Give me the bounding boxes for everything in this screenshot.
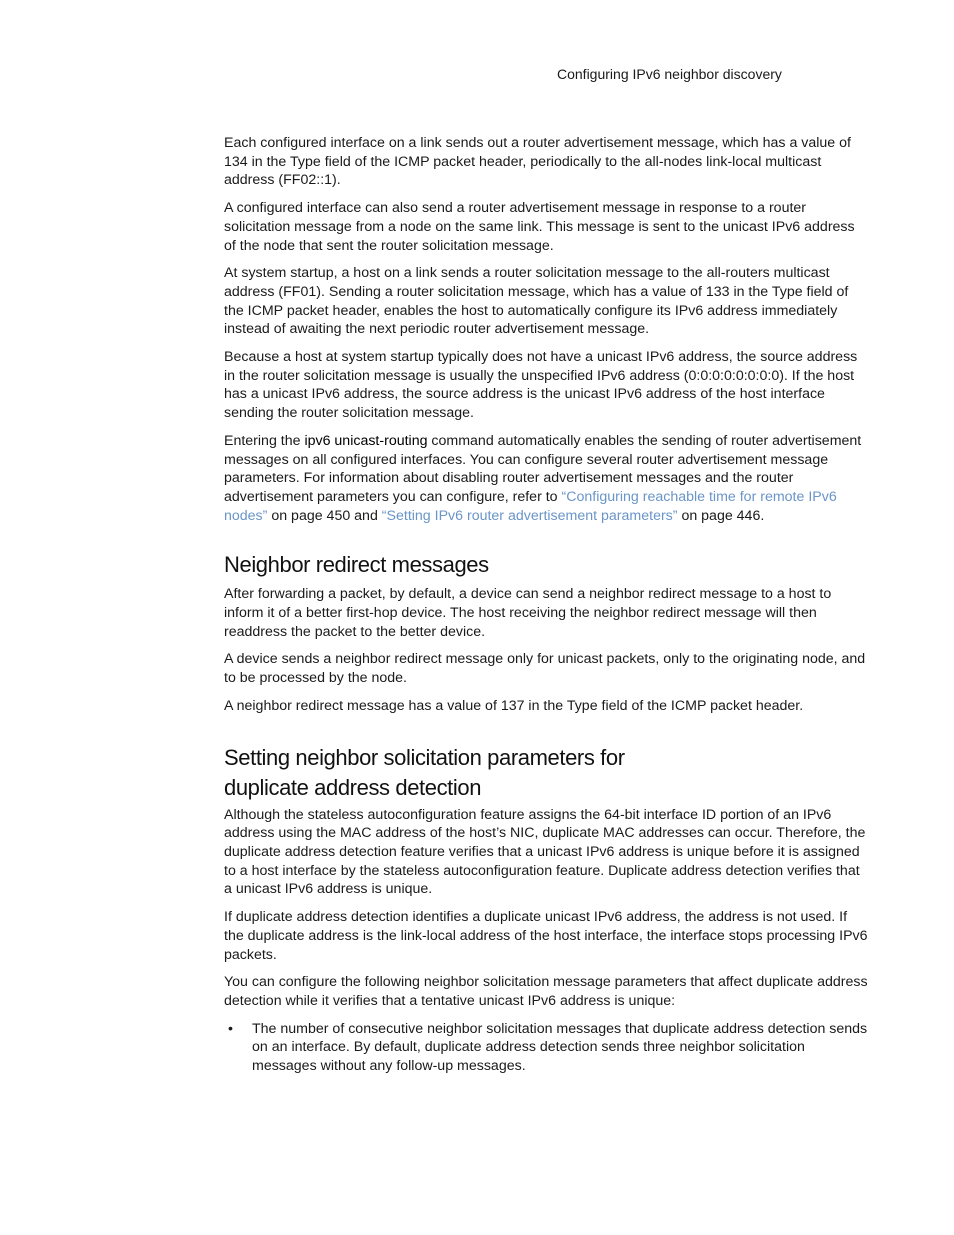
paragraph: A configured interface can also send a router advertisement message in response to a router solicitation message from a node on the same link. This message is sent to the unicast IPv6 address of the node that sent the router solicitation message.: [224, 200, 855, 254]
bullet-item: [224, 1020, 869, 1076]
running-header: Configuring IPv6 neighbor discovery: [557, 66, 782, 82]
bullet-text: The number of consecutive neighbor solicitation messages that duplicate address detection sends on an interface. By default, duplicate address detection sends three neighbor solicitation messages without any follow-up messages.: [252, 1020, 868, 1075]
cross-reference-link-reachable-time[interactable]: “Configuring reachable time for remote IPv6 nodes”: [224, 488, 837, 524]
heading-line: duplicate address detection: [224, 774, 482, 800]
bullet-icon: •: [228, 1020, 233, 1037]
paragraph: Although the stateless autoconfiguration feature assigns the 64-bit interface ID portion of an IPv6 address using the MAC address of the host’s NIC, duplicate MAC addresses can occur. Therefore, the duplicate address detection feature verifies that a unicast IPv6 address is unique before it is assigned to a host interface by the stateless autoconfiguration feature. Duplicate address detection verifies that a unicast IPv6 address is unique.: [224, 806, 866, 898]
paragraph: A device sends a neighbor redirect message only for unicast packets, only to the originating node, and to be processed by the node.: [224, 651, 866, 687]
text-run: on page 446.: [677, 507, 765, 524]
paragraph: Because a host at system startup typically does not have a unicast IPv6 address, the source address in the router solicitation message is usually the unspecified IPv6 address (0:0:0:0:0:0:0:0). If the host has a unicast IPv6 address, the source address is the unicast IPv6 address of the host interface sending the router solicitation message.: [224, 349, 858, 422]
paragraph-with-links: [224, 432, 869, 526]
cross-reference-link-router-advertisement[interactable]: “Setting IPv6 router advertisement parameters”: [381, 507, 678, 524]
paragraph: A neighbor redirect message has a value of 137 in the Type field of the ICMP packet header.: [224, 697, 804, 714]
text-run: command automatically enables the sending of router advertisement messages on all configured interfaces. You can configure several router advertisement message parameters. For information about disabling router advertisement messages and the router advertisement parameters you can configure, refer to: [224, 432, 862, 505]
paragraph: If duplicate address detection identifies a duplicate unicast IPv6 address, the address is not used. If the duplicate address is the link-local address of the host interface, the interface stops processing IPv6 packets.: [224, 909, 868, 963]
heading-line: Setting neighbor solicitation parameters for: [224, 744, 625, 770]
paragraph: At system startup, a host on a link sends a router solicitation message to the all-routers multicast address (FF01). Sending a router solicitation message, which has a value of 133 in the Type field of the ICMP packet header, enables the host to automatically configure its IPv6 address immediately instead of awaiting the next periodic router advertisement message.: [224, 265, 849, 338]
paragraph: Each configured interface on a link sends out a router advertisement message, which has a value of 134 in the Type field of the ICMP packet header, periodically to the all-nodes link-local multicast address (FF02::1).: [224, 135, 851, 189]
page-body: [224, 134, 869, 1076]
text-run: Entering the: [224, 432, 305, 449]
paragraph: After forwarding a packet, by default, a device can send a neighbor redirect message to a host to inform it of a better first-hop device. The host receiving the neighbor redirect message will then readdress the packet to the better device.: [224, 586, 832, 640]
section-heading-neighbor-redirect: Neighbor redirect messages: [224, 552, 489, 578]
bullet-list: [224, 1020, 869, 1076]
command-name: ipv6 unicast-routing: [304, 432, 428, 449]
text-run: on page 450 and: [267, 507, 382, 524]
paragraph: You can configure the following neighbor solicitation message parameters that affect duplicate address detection while it verifies that a tentative unicast IPv6 address is unique:: [224, 974, 868, 1009]
section-heading-neighbor-solicitation: [224, 743, 869, 803]
